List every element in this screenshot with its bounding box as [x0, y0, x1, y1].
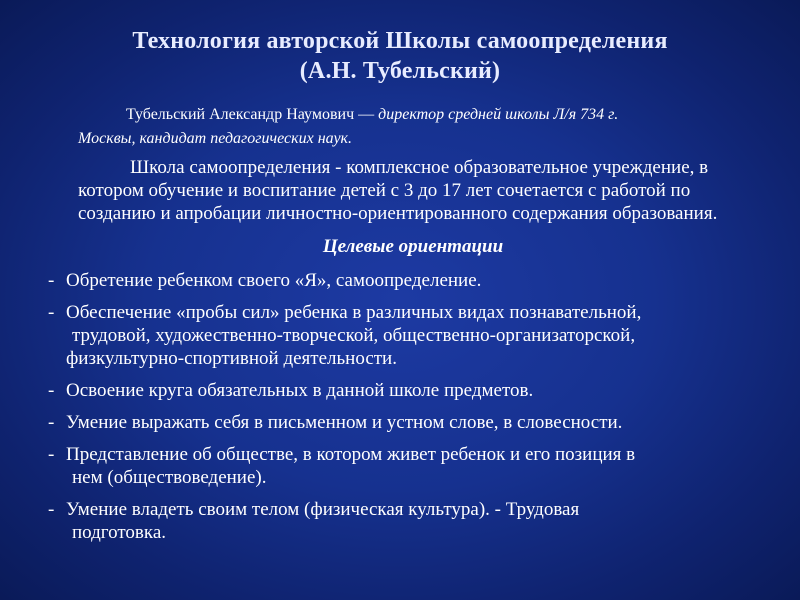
title-line-2: (А.Н. Тубельский) — [299, 58, 501, 84]
slide-body — [48, 102, 748, 553]
bio-name: Тубельский Александр Наумович — — [126, 106, 379, 123]
goal-text: Обретение ребенком своего «Я», самоопределение. — [66, 270, 482, 291]
goal-text: Умение владеть своим телом (физическая культура). - Трудовая — [66, 499, 580, 520]
bio-paragraph — [48, 102, 748, 128]
list-dash: - — [48, 380, 55, 401]
goal-text-continued: нем (обществоведение). — [72, 467, 267, 488]
goal-text-continued: трудовой, художественно-творческой, общественно-организаторской, физкультурно-спортивной деятельности. — [66, 325, 636, 369]
list-dash: - — [48, 499, 55, 520]
goals-heading: Целевые ориентации — [322, 236, 504, 257]
goal-text: Представление об обществе, в котором живет ребенок и его позиция в — [66, 444, 636, 465]
goal-item — [48, 498, 748, 544]
bio-position: директор средней школы Л/я 734 г. — [378, 106, 619, 123]
list-dash: - — [48, 444, 55, 465]
list-dash: - — [48, 412, 55, 433]
title-line-1: Технология авторской Школы самоопределения — [132, 28, 668, 54]
bio-continuation: Москвы, кандидат педагогических наук. — [78, 130, 353, 147]
goal-item — [48, 443, 748, 489]
list-dash: - — [48, 302, 55, 323]
goal-item — [48, 301, 748, 370]
goal-text: Освоение круга обязательных в данной школе предметов. — [66, 380, 534, 401]
goal-item — [48, 411, 748, 434]
goal-text: Обеспечение «пробы сил» ребенка в различных видах познавательной, — [66, 302, 642, 323]
goal-item — [48, 269, 748, 292]
intro-paragraph: Школа самоопределения - комплексное образовательное учреждение, в котором обучение и воспитание детей с 3 до 17 лет сочетается с работой по созданию и апробации личностно-ориентированного содержания образования. — [78, 157, 718, 224]
slide-title — [0, 26, 800, 86]
goal-text: Умение выражать себя в письменном и устном слове, в словесности. — [66, 412, 623, 433]
goals-list — [48, 269, 748, 544]
list-dash: - — [48, 270, 55, 291]
goal-item — [48, 379, 748, 402]
goal-text-continued: подготовка. — [72, 522, 167, 543]
